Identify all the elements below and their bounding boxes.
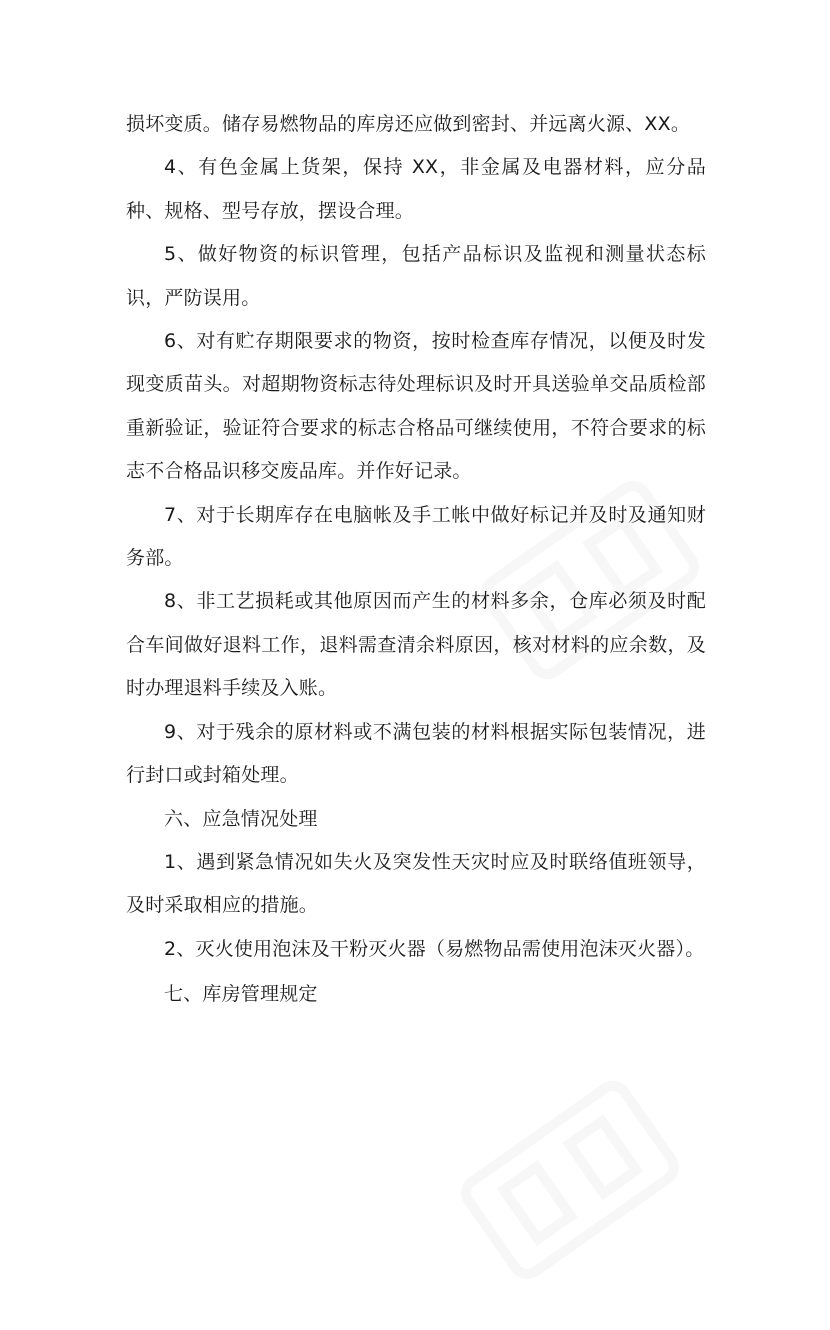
- document-body: [126, 103, 706, 1017]
- paragraph-item-7: 7、对于长期库存在电脑帐及手工帐中做好标记并及时及通知财务部。: [126, 503, 706, 570]
- paragraph-emergency-2: 2、灭火使用泡沫及干粉灭火器（易燃物品需使用泡沫灭火器）。: [164, 937, 705, 960]
- paragraph-item-6: 6、对有贮存期限要求的物资，按时检查库存情况，以便及时发现变质苗头。对超期物资标志待处理标识及时开具送验单交品质检部重新验证，验证符合要求的标志合格品可继续使用，不符合要求的标志不合格品识移交废品库。并作好记录。: [126, 330, 706, 483]
- paragraph-item-4: 4、有色金属上货架，保持 XX，非金属及电器材料，应分品种、规格、型号存放，摆设合理。: [126, 156, 706, 222]
- section-heading-emergency: 六、应急情况处理: [164, 807, 318, 830]
- paragraph-continuation: 损坏变质。储存易燃物品的库房还应做到密封、并远离火源、XX。: [126, 113, 691, 135]
- paragraph-emergency-1: 1、遇到紧急情况如失火及突发性天灾时应及时联络值班领导，及时采取相应的措施。: [126, 850, 706, 917]
- paragraph-item-5: 5、做好物资的标识管理，包括产品标识及监视和测量状态标识，严防误用。: [126, 243, 706, 309]
- paragraph-item-9: 9、对于残余的原材料或不满包装的材料根据实际包装情况，进行封口或封箱处理。: [126, 720, 706, 787]
- watermark-logo-bottom: [420, 1030, 720, 1330]
- paragraph-item-8: 8、非工艺损耗或其他原因而产生的材料多余，仓库必须及时配合车间做好退料工作，退料需查清余料原因，核对材料的应余数，及时办理退料手续及入账。: [126, 590, 706, 700]
- section-heading-rules: 七、库房管理规定: [164, 983, 318, 1006]
